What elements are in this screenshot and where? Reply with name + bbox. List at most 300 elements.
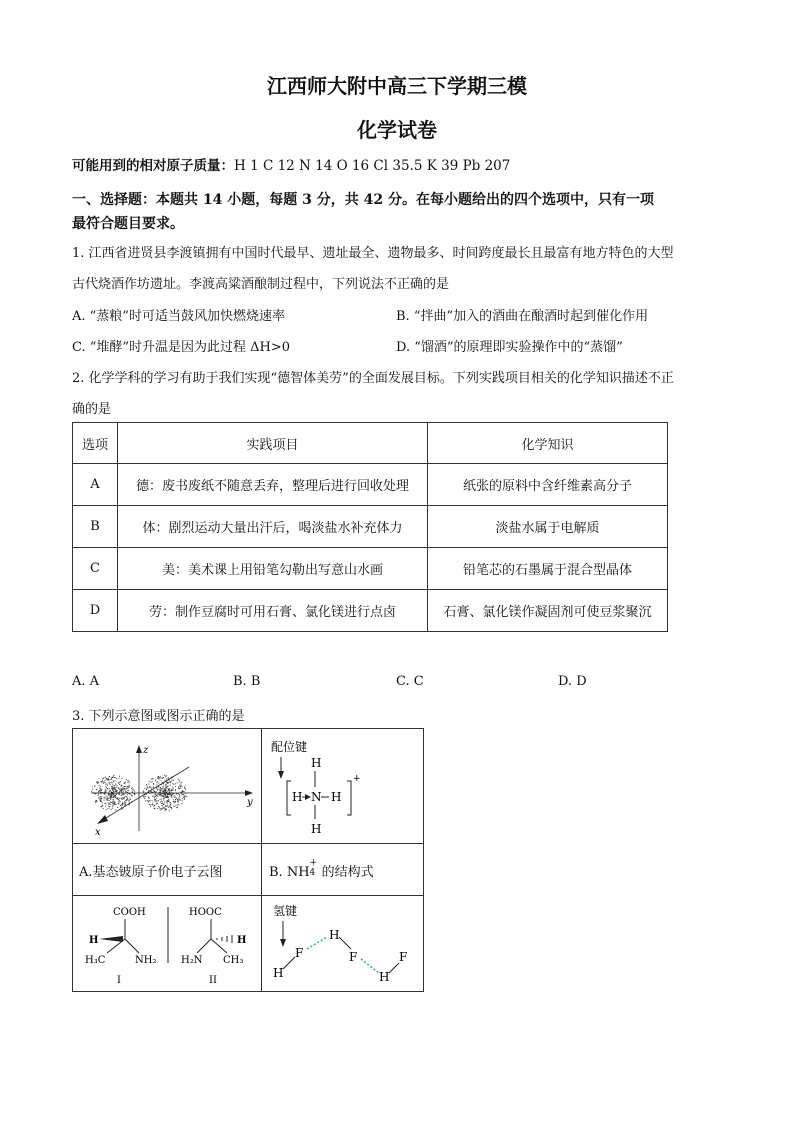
cloud-dot — [179, 780, 180, 781]
cloud-dot — [118, 783, 119, 784]
cloud-dot — [158, 776, 159, 777]
cloud-dot — [181, 803, 182, 804]
cloud-dot — [165, 791, 166, 792]
cloud-dot — [171, 807, 172, 808]
cloud-dot — [171, 780, 172, 781]
cloud-dot — [119, 782, 120, 783]
cloud-dot — [98, 793, 99, 794]
right-h: H — [237, 935, 247, 946]
cloud-dot — [107, 796, 108, 797]
cloud-dot — [182, 791, 183, 792]
cloud-dot — [160, 776, 161, 777]
cloud-dot — [111, 788, 112, 789]
cloud-dot — [184, 799, 185, 800]
cloud-dot — [165, 810, 166, 811]
cloud-dot — [145, 800, 146, 801]
cloud-dot — [168, 790, 169, 791]
section-heading-line1: 一、选择题：本题共 14 小题，每题 3 分，共 42 分。在每小题给出的四个选项中，只有一项 — [72, 192, 654, 208]
cloud-dot — [105, 786, 106, 787]
cloud-dot — [167, 788, 168, 789]
cloud-dot — [113, 797, 114, 798]
cloud-dot — [109, 807, 110, 808]
cloud-dot — [164, 808, 165, 809]
q1-option-a: A. “蒸粮”时可适当鼓风加快燃烧速率 — [72, 309, 285, 324]
cloud-dot — [116, 794, 117, 795]
cloud-dot — [124, 798, 125, 799]
cloud-dot — [127, 782, 128, 783]
atom-n: N — [311, 790, 322, 804]
left-ch3: H₃C — [85, 955, 106, 966]
cloud-dot — [107, 785, 108, 786]
cloud-dot — [166, 787, 167, 788]
cloud-dot — [117, 798, 118, 799]
cloud-dot — [124, 797, 125, 798]
x-axis-label: x — [95, 827, 101, 838]
q3-stem: 3. 下列示意图或图示正确的是 — [72, 709, 245, 724]
cloud-dot — [150, 782, 151, 783]
cloud-dot — [170, 806, 171, 807]
cloud-dot — [163, 787, 164, 788]
cloud-dot — [161, 788, 162, 789]
cloud-dot — [148, 783, 149, 784]
cloud-dot — [123, 793, 124, 794]
cloud-dot — [149, 781, 150, 782]
cloud-dot — [115, 794, 116, 795]
cloud-dot — [108, 806, 109, 807]
cloud-dot — [100, 796, 101, 797]
cloud-dot — [156, 784, 157, 785]
covalent-bond — [389, 963, 399, 973]
cloud-dot — [105, 791, 106, 792]
hydrogen-bond — [361, 959, 379, 973]
cloud-dot — [179, 796, 180, 797]
cloud-dot — [147, 787, 148, 788]
hashed-wedge-bond — [217, 935, 232, 943]
cloud-dot — [112, 808, 113, 809]
cloud-dot — [122, 802, 123, 803]
cloud-dot — [110, 790, 111, 791]
cloud-dot — [105, 784, 106, 785]
cloud-dot — [107, 808, 108, 809]
cloud-dot — [161, 794, 162, 795]
cloud-dot — [171, 789, 172, 790]
cloud-dot — [104, 797, 105, 798]
cloud-dot — [114, 780, 115, 781]
table-cell: C — [73, 548, 118, 590]
cloud-dot — [111, 809, 112, 810]
cloud-dot — [121, 807, 122, 808]
cloud-dot — [168, 801, 169, 802]
cloud-dot — [154, 791, 155, 792]
cloud-dot — [160, 777, 161, 778]
cloud-dot — [159, 777, 160, 778]
cloud-dot — [113, 796, 114, 797]
cloud-dot — [130, 794, 131, 795]
cloud-dot — [109, 803, 110, 804]
cloud-dot — [104, 780, 105, 781]
atom-h-left: H — [292, 790, 303, 804]
cloud-dot — [160, 780, 161, 781]
cloud-dot — [134, 791, 135, 792]
right-ch3: CH₃ — [223, 955, 244, 966]
cloud-dot — [125, 786, 126, 787]
cloud-dot — [185, 785, 186, 786]
electron-cloud-diagram — [79, 739, 255, 839]
label-arrow-head — [278, 771, 284, 779]
cloud-dot — [178, 802, 179, 803]
cloud-dot — [132, 791, 133, 792]
page-subtitle: 化学试卷 — [357, 118, 437, 142]
cloud-dot — [152, 804, 153, 805]
q2-stem-line1: 2. 化学学科的学习有助于我们实现“德智体美劳”的全面发展目标。下列实践项目相关的化学知识描述不正 — [72, 371, 674, 386]
cloud-dot — [129, 801, 130, 802]
cloud-dot — [160, 789, 161, 790]
cloud-dot — [170, 795, 171, 796]
cloud-dot — [116, 785, 117, 786]
cloud-dot — [161, 801, 162, 802]
cloud-dot — [162, 778, 163, 779]
cloud-dot — [134, 794, 135, 795]
cloud-dot — [94, 786, 95, 787]
cloud-dot — [106, 787, 107, 788]
cloud-dot — [120, 805, 121, 806]
atomic-mass-line — [72, 154, 510, 174]
cloud-dot — [119, 798, 120, 799]
cloud-dot — [153, 784, 154, 785]
cloud-dot — [105, 798, 106, 799]
cloud-dot — [124, 801, 125, 802]
cloud-dot — [170, 802, 171, 803]
cloud-dot — [175, 786, 176, 787]
cloud-dot — [112, 805, 113, 806]
cloud-dot — [119, 784, 120, 785]
cloud-dot — [106, 778, 107, 779]
cloud-dot — [160, 802, 161, 803]
cloud-dot — [118, 787, 119, 788]
cloud-dot — [105, 777, 106, 778]
cloud-dot — [173, 805, 174, 806]
cloud-dot — [116, 791, 117, 792]
cloud-dot — [171, 795, 172, 796]
cloud-dot — [102, 805, 103, 806]
grid-divider — [73, 895, 423, 896]
cloud-dot — [110, 804, 111, 805]
cloud-dot — [181, 782, 182, 783]
ion-sub-sup — [309, 858, 318, 878]
cloud-dot — [164, 788, 165, 789]
cloud-dot — [127, 794, 128, 795]
cloud-dot — [109, 797, 110, 798]
cloud-dot — [129, 786, 130, 787]
cloud-dot — [115, 777, 116, 778]
cloud-dot — [169, 806, 170, 807]
table-row — [73, 548, 668, 590]
cloud-dot — [155, 780, 156, 781]
cloud-dot — [178, 804, 179, 805]
cloud-dot — [175, 805, 176, 806]
hbond-label: 氢键 — [273, 904, 298, 918]
cloud-dot — [163, 795, 164, 796]
cloud-dot — [184, 798, 185, 799]
cloud-dot — [176, 798, 177, 799]
cloud-dot — [164, 791, 165, 792]
cloud-dot — [180, 788, 181, 789]
cloud-dot — [115, 791, 116, 792]
cloud-dot — [151, 804, 152, 805]
cloud-dot — [108, 779, 109, 780]
cloud-dot — [154, 800, 155, 801]
cloud-dot — [126, 779, 127, 780]
cloud-dot — [120, 790, 121, 791]
cloud-dot — [100, 791, 101, 792]
grid-divider — [73, 843, 423, 844]
caption-text: 的结构式 — [317, 865, 374, 880]
cloud-dot — [167, 806, 168, 807]
cloud-dot — [153, 795, 154, 796]
left-bracket — [287, 781, 291, 815]
cloud-dot — [168, 794, 169, 795]
y-axis-label: y — [247, 797, 253, 808]
cloud-dot — [156, 798, 157, 799]
table-row — [73, 590, 668, 632]
cloud-dot — [155, 801, 156, 802]
cloud-dot — [119, 791, 120, 792]
cloud-dot — [172, 783, 173, 784]
cloud-dot — [173, 799, 174, 800]
cloud-dot — [128, 787, 129, 788]
cloud-dot — [128, 800, 129, 801]
cloud-dot — [122, 787, 123, 788]
cloud-dot — [124, 794, 125, 795]
cloud-dot — [122, 805, 123, 806]
cloud-dot — [158, 779, 159, 780]
cloud-dot — [105, 803, 106, 804]
cloud-dot — [95, 801, 96, 802]
cloud-dot — [125, 791, 126, 792]
cloud-dot — [179, 794, 180, 795]
cloud-dot — [166, 797, 167, 798]
cloud-dot — [113, 775, 114, 776]
cloud-dot — [161, 809, 162, 810]
cloud-dot — [158, 787, 159, 788]
cloud-dot — [106, 779, 107, 780]
cloud-dot — [126, 796, 127, 797]
cloud-dot — [121, 786, 122, 787]
cloud-dot — [171, 796, 172, 797]
cloud-dot — [166, 805, 167, 806]
cloud-dot — [111, 777, 112, 778]
cloud-dot — [169, 810, 170, 811]
cloud-dot — [121, 785, 122, 786]
cloud-dot — [147, 800, 148, 801]
cloud-dot — [167, 803, 168, 804]
cloud-dot — [166, 785, 167, 786]
cloud-dot — [92, 786, 93, 787]
cloud-dot — [166, 801, 167, 802]
bond-line — [125, 939, 139, 953]
cloud-dot — [113, 799, 114, 800]
cloud-dot — [146, 785, 147, 786]
atom-h-bottom: H — [311, 822, 322, 836]
cloud-dot — [154, 797, 155, 798]
cloud-dot — [173, 784, 174, 785]
cloud-dot — [163, 804, 164, 805]
cloud-dot — [166, 775, 167, 776]
cloud-dot — [108, 798, 109, 799]
cloud-dot — [107, 784, 108, 785]
q2-table-header: 实践项目 — [118, 423, 428, 464]
cloud-dot — [119, 776, 120, 777]
cloud-dot — [175, 783, 176, 784]
cloud-dot — [174, 797, 175, 798]
cloud-dot — [154, 805, 155, 806]
page-title: 江西师大附中高三下学期三模 — [267, 74, 527, 98]
cloud-dot — [157, 808, 158, 809]
cloud-dot — [152, 800, 153, 801]
cloud-dot — [178, 800, 179, 801]
cloud-dot — [102, 778, 103, 779]
cloud-dot — [153, 778, 154, 779]
cell-b-caption — [269, 858, 374, 880]
cloud-dot — [128, 785, 129, 786]
cloud-dot — [113, 781, 114, 782]
caption-text: B. NH — [269, 865, 310, 880]
cloud-dot — [128, 790, 129, 791]
cloud-dot — [163, 784, 164, 785]
cloud-dot — [102, 781, 103, 782]
q1-option-d: D. “馏酒”的原理即实验操作中的“蒸馏” — [396, 340, 623, 355]
cloud-dot — [103, 808, 104, 809]
cloud-dot — [115, 797, 116, 798]
cloud-dot — [158, 783, 159, 784]
cloud-dot — [177, 799, 178, 800]
cloud-dot — [98, 791, 99, 792]
grid-divider — [261, 729, 262, 991]
cloud-dot — [98, 785, 99, 786]
cloud-dot — [104, 782, 105, 783]
cloud-dot — [164, 780, 165, 781]
cloud-dot — [117, 807, 118, 808]
cloud-dot — [108, 780, 109, 781]
cloud-dot — [126, 788, 127, 789]
cloud-dot — [129, 782, 130, 783]
cloud-dot — [106, 795, 107, 796]
cloud-dot — [178, 788, 179, 789]
cloud-dot — [119, 789, 120, 790]
bond-line — [211, 939, 227, 953]
atom-f3: F — [399, 950, 408, 964]
cloud-dot — [184, 796, 185, 797]
cloud-dot — [179, 782, 180, 783]
cloud-dot — [162, 788, 163, 789]
cloud-dot — [149, 804, 150, 805]
cloud-dot — [107, 798, 108, 799]
cloud-dot — [181, 786, 182, 787]
cloud-dot — [161, 789, 162, 790]
cloud-dot — [161, 798, 162, 799]
cloud-dot — [148, 801, 149, 802]
cloud-dot — [155, 792, 156, 793]
atom-h-right: H — [331, 790, 342, 804]
cloud-dot — [112, 801, 113, 802]
cloud-dot — [153, 806, 154, 807]
cloud-dot — [124, 786, 125, 787]
cloud-dot — [104, 800, 105, 801]
cloud-dot — [152, 781, 153, 782]
cloud-dot — [186, 796, 187, 797]
cloud-dot — [170, 793, 171, 794]
q2-stem-line2: 确的是 — [72, 402, 112, 417]
cloud-dot — [129, 798, 130, 799]
cloud-dot — [148, 787, 149, 788]
covalent-bond — [339, 937, 351, 949]
cloud-dot — [125, 800, 126, 801]
cloud-dot — [97, 781, 98, 782]
cloud-dot — [100, 781, 101, 782]
cloud-dot — [177, 801, 178, 802]
cloud-dot — [112, 777, 113, 778]
cloud-dot — [160, 799, 161, 800]
cloud-dot — [113, 791, 114, 792]
cloud-dot — [110, 782, 111, 783]
cloud-dot — [158, 800, 159, 801]
q3-figure-grid — [72, 728, 424, 992]
cloud-dot — [170, 804, 171, 805]
cloud-dot — [168, 801, 169, 802]
cloud-dot — [120, 801, 121, 802]
cloud-dot — [178, 798, 179, 799]
cloud-dot — [175, 789, 176, 790]
cloud-dot — [173, 802, 174, 803]
cloud-dot — [182, 794, 183, 795]
cloud-dot — [124, 788, 125, 789]
cloud-dot — [165, 793, 166, 794]
cloud-dot — [157, 789, 158, 790]
cloud-dot — [167, 797, 168, 798]
cloud-dot — [146, 784, 147, 785]
cloud-dot — [98, 798, 99, 799]
cloud-dot — [162, 786, 163, 787]
left-cooh: COOH — [113, 907, 146, 918]
cloud-dot — [123, 789, 124, 790]
hydrogen-bond-diagram — [267, 901, 419, 987]
cloud-dot — [166, 778, 167, 779]
cloud-dot — [119, 800, 120, 801]
cloud-dot — [111, 797, 112, 798]
cloud-dot — [129, 804, 130, 805]
cloud-dot — [162, 808, 163, 809]
cloud-dot — [162, 795, 163, 796]
cloud-dot — [131, 788, 132, 789]
cloud-dot — [127, 797, 128, 798]
cloud-dot — [157, 778, 158, 779]
cloud-dot — [175, 797, 176, 798]
cloud-dot — [143, 796, 144, 797]
cloud-dot — [162, 801, 163, 802]
cloud-dot — [103, 782, 104, 783]
cloud-dot — [112, 784, 113, 785]
cloud-dot — [122, 797, 123, 798]
cloud-dot — [131, 795, 132, 796]
cloud-dot — [153, 787, 154, 788]
table-row — [73, 506, 668, 548]
cloud-dot — [173, 801, 174, 802]
cloud-dot — [102, 780, 103, 781]
cloud-dot — [115, 788, 116, 789]
cloud-dot — [133, 789, 134, 790]
cloud-dot — [164, 802, 165, 803]
table-row — [73, 464, 668, 506]
